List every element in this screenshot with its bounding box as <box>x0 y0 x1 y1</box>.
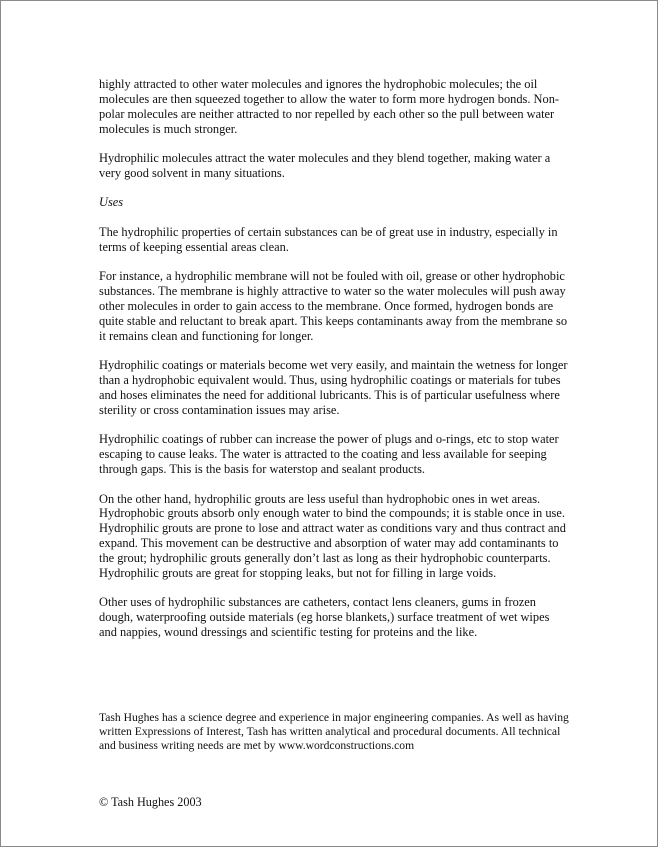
section-heading-uses: Uses <box>99 195 124 210</box>
body-paragraph-1: highly attracted to other water molecules and ignores the hydrophobic molecules; the oil molecules are then squeezed together to allow the water to form more hydrogen bonds. Non-polar molecules are neither attracted to nor repelled by each other so the pull between water molecules is much stronger. <box>99 77 560 136</box>
uses-paragraph-5: On the other hand, hydrophilic grouts are less useful than hydrophobic ones in wet areas. Hydrophobic grouts absorb only enough water to bind the compounds; it is stable once in use. Hydrophilic grouts are prone to lose and attract water as conditions vary and thus contract and expand. This movement can be destructive and absorption of water may add contaminants to the grout; hydrophilic grouts generally don’t last as long as their hydrophobic counterparts. Hydrophilic grouts are great for stopping leaks, but not for filling in large voids. <box>99 491 566 581</box>
copyright-notice: © Tash Hughes 2003 <box>99 795 202 809</box>
uses-paragraph-2: For instance, a hydrophilic membrane will not be fouled with oil, grease or other hydrophobic substances. The membrane is highly attractive to water so the water molecules will push away other molecules in order to gain access to the membrane. Once formed, hydrogen bonds are quite stable and reluctant to break apart. This keeps contaminants away from the membrane so it remains clean and functioning for longer. <box>99 269 568 343</box>
uses-paragraph-4: Hydrophilic coatings of rubber can increase the power of plugs and o-rings, etc to stop water escaping to cause leaks. The water is attracted to the coating and less available for seeping through gaps. This is the basis for waterstop and sealant products. <box>99 432 559 477</box>
article-body <box>99 77 569 655</box>
uses-paragraph-6: Other uses of hydrophilic substances are catheters, contact lens cleaners, gums in frozen dough, waterproofing outside materials (eg horse blankets,) surface treatment of wet wipes and nappies, wound dressings and scientific testing for proteins and the like. <box>99 595 550 640</box>
uses-paragraph-1: The hydrophilic properties of certain substances can be of great use in industry, especially in terms of keeping essential areas clean. <box>99 224 558 254</box>
author-bio: Tash Hughes has a science degree and experience in major engineering companies. As well as having written Expressions of Interest, Tash has written analytical and procedural documents. All technical and business writing needs are met by www.wordconstructions.com <box>99 711 569 752</box>
body-paragraph-2: Hydrophilic molecules attract the water molecules and they blend together, making water a very good solvent in many situations. <box>99 151 551 181</box>
uses-paragraph-3: Hydrophilic coatings or materials become wet very easily, and maintain the wetness for longer than a hydrophobic equivalent would. Thus, using hydrophilic coatings or materials for tubes and hoses eliminates the need for additional lubricants. This is of particular usefulness where sterility or cross contamination issues may arise. <box>99 358 568 417</box>
